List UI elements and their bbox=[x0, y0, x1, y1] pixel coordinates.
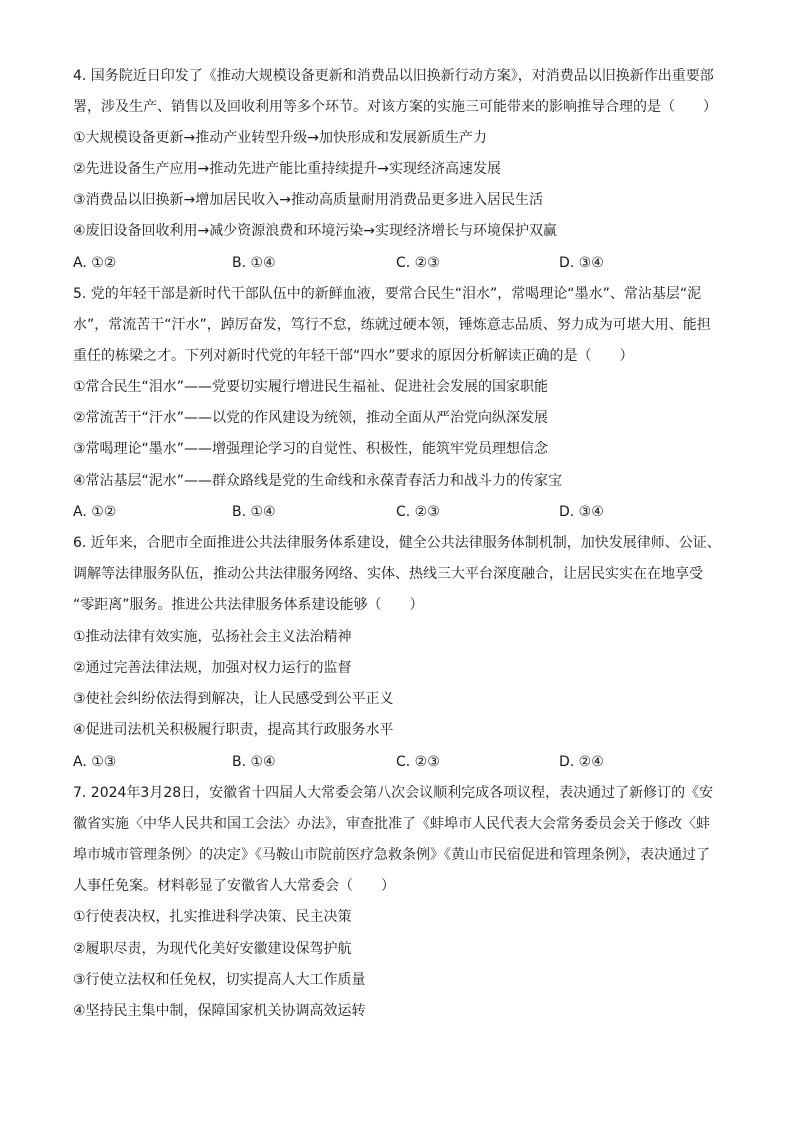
q7-stem-line-3: 埠市城市管理条例〉的决定》《马鞍山市院前医疗急救条例》《黄山市民宿促进和管理条例》，表决通过了 bbox=[73, 847, 710, 863]
q5-option-b: B. ①④ bbox=[232, 504, 276, 520]
q4-stem-line-1: 4. 国务院近日印发了《推动大规模设备更新和消费品以旧换新行动方案》，对消费品以旧换新作出重要部 bbox=[73, 68, 714, 84]
q5-stem-line-3: 重任的栋梁之才。下列对新时代党的年轻干部“四水”要求的原因分析解读正确的是（ ） bbox=[73, 348, 634, 364]
q6-stem-line-3: “零距离”服务。推进公共法律服务体系建设能够（ ） bbox=[73, 597, 424, 613]
q4-stem-line-2: 署，涉及生产、销售以及回收利用等多个环节。对该方案的实施三可能带来的影响推导合理的是（ ） bbox=[73, 99, 717, 115]
q6-item-4: ④促进司法机关积极履行职责，提高其行政服务水平 bbox=[73, 722, 394, 738]
q4-item-4: ④废旧设备回收利用→减少资源浪费和环境污染→实现经济增长与环境保护双赢 bbox=[73, 223, 558, 239]
q5-option-a: A. ①② bbox=[73, 504, 117, 520]
q4-option-a: A. ①② bbox=[73, 255, 117, 271]
q7-item-2: ②履职尽责，为现代化美好安徽建设保驾护航 bbox=[73, 941, 352, 957]
q7-stem-line-1: 7. 2024年3月28日，安徽省十四届人大常委会第八次会议顺利完成各项议程，表决通过了新修订的《安 bbox=[73, 785, 714, 801]
q6-option-d: D. ②④ bbox=[559, 754, 604, 770]
q4-option-c: C. ②③ bbox=[396, 255, 440, 271]
q5-option-c: C. ②③ bbox=[396, 504, 440, 520]
q5-stem-line-1: 5. 党的年轻干部是新时代干部队伍中的新鲜血液，要常合民生“泪水”，常喝理论“墨水”、常沾基层“泥 bbox=[73, 286, 702, 302]
q7-stem-line-2: 徽省实施〈中华人民共和国工会法〉办法》，审查批准了《蚌埠市人民代表大会常务委员会关于修改〈蚌 bbox=[73, 816, 710, 832]
q6-item-1: ①推动法律有效实施，弘扬社会主义法治精神 bbox=[73, 629, 352, 645]
q6-option-a: A. ①③ bbox=[73, 754, 117, 770]
q4-options bbox=[73, 253, 733, 273]
q7-item-1: ①行使表决权，扎实推进科学决策、民主决策 bbox=[73, 909, 352, 925]
q4-option-b: B. ①④ bbox=[232, 255, 276, 271]
q6-options bbox=[73, 752, 733, 772]
q6-option-c: C. ②③ bbox=[396, 754, 440, 770]
q5-item-1: ①常合民生“泪水”——党要切实履行增进民生福祉、促进社会发展的国家职能 bbox=[73, 379, 549, 395]
q5-stem-line-2: 水”，常流苦干“汗水”，踔厉奋发，笃行不怠，练就过硬本领，锤炼意志品质、努力成为可堪大用、能担 bbox=[73, 317, 711, 333]
q4-option-d: D. ③④ bbox=[559, 255, 604, 271]
q4-item-3: ③消费品以旧换新→增加居民收入→推动高质量耐用消费品更多进入居民生活 bbox=[73, 192, 544, 208]
q7-item-3: ③行使立法权和任免权，切实提高人大工作质量 bbox=[73, 972, 366, 988]
q7-item-4: ④坚持民主集中制，保障国家机关协调高效运转 bbox=[73, 1003, 366, 1019]
q6-stem-line-1: 6. 近年来，合肥市全面推进公共法律服务体系建设，健全公共法律服务体制机制，加快发展律师、公证、 bbox=[73, 535, 721, 551]
q5-item-3: ③常喝理论“墨水”——增强理论学习的自觉性、积极性，能筑牢党员理想信念 bbox=[73, 441, 549, 457]
q4-item-2: ②先进设备生产应用→推动先进产能比重持续提升→实现经济高速发展 bbox=[73, 161, 502, 177]
q6-option-b: B. ①④ bbox=[232, 754, 276, 770]
q5-item-4: ④常沾基层“泥水”——群众路线是党的生命线和永葆青春活力和战斗力的传家宝 bbox=[73, 473, 563, 489]
q7-stem-line-4: 人事任免案。材料彰显了安徽省人大常委会（ ） bbox=[73, 878, 395, 894]
q5-item-2: ②常流苦干“汗水”——以党的作风建设为统领，推动全面从严治党向纵深发展 bbox=[73, 410, 549, 426]
q5-options bbox=[73, 502, 733, 522]
q4-item-1: ①大规模设备更新→推动产业转型升级→加快形成和发展新质生产力 bbox=[73, 130, 488, 146]
q6-stem-line-2: 调解等法律服务队伍，推动公共法律服务网络、实体、热线三大平台深度融合，让居民实实在在地享受 bbox=[73, 566, 703, 582]
q6-item-2: ②通过完善法律法规，加强对权力运行的监督 bbox=[73, 660, 352, 676]
q6-item-3: ③使社会纠纷依法得到解决，让人民感受到公平正义 bbox=[73, 691, 394, 707]
q5-option-d: D. ③④ bbox=[559, 504, 604, 520]
